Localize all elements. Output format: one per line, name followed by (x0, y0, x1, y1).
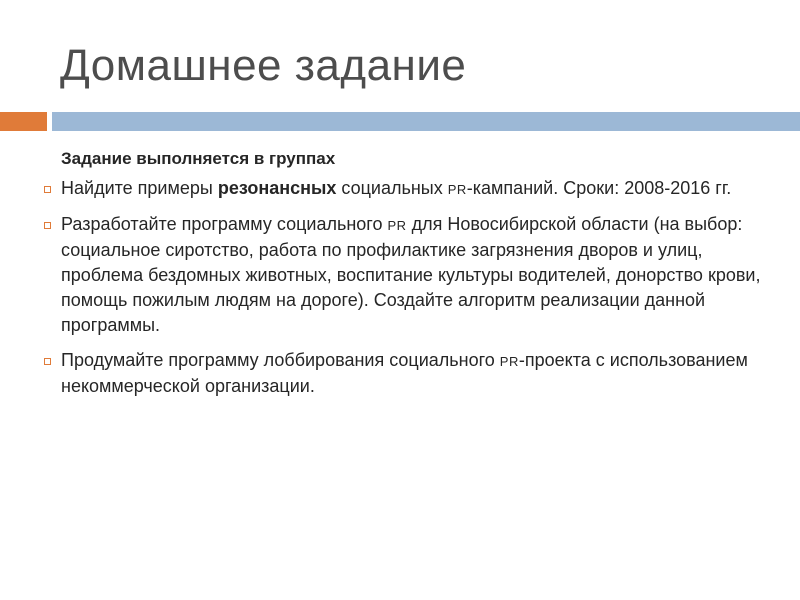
title-rule-bar (52, 112, 800, 131)
pr-abbreviation: PR (387, 218, 407, 233)
bullet-text-end: -кампаний. Сроки: 2008-2016 гг. (466, 178, 732, 198)
bullet-text-middle: социальных (336, 178, 448, 198)
bullet-text-emphasis: резонансных (217, 178, 337, 198)
bullet-text-start: Продумайте программу лоббирования социального (61, 350, 500, 370)
bullet-text-start: Разработайте программу социального (61, 214, 388, 234)
square-bullet-icon (44, 186, 51, 193)
slide-content (44, 146, 784, 399)
slide-title: Домашнее задание (60, 41, 467, 90)
bullet-item-examples (44, 176, 784, 202)
bullet-text-end: -проекта с использованием некоммерческой организации. (61, 350, 748, 396)
square-bullet-icon (44, 358, 51, 365)
square-bullet-icon (44, 222, 51, 229)
bullet-text (61, 348, 787, 399)
bullet-text-start: Найдите примеры (61, 178, 218, 198)
bullet-text (61, 212, 787, 338)
task-heading: Задание выполняется в группах (61, 149, 336, 168)
accent-bar (0, 112, 47, 131)
bullet-text (61, 176, 787, 202)
pr-abbreviation: PR (447, 182, 467, 197)
bullet-item-program (44, 212, 784, 338)
pr-abbreviation: PR (499, 354, 519, 369)
bullet-text-end: для Новосибирской области (на выбор: социальное сиротство, работа по профилактике загрязнения дворов и улиц, проблема бездомных животных, воспитание культуры водителей, донорство крови, помощь пожилым людям на дороге). Создайте алгоритм реализации данной программы. (61, 214, 761, 335)
bullet-item-lobbying (44, 348, 784, 399)
